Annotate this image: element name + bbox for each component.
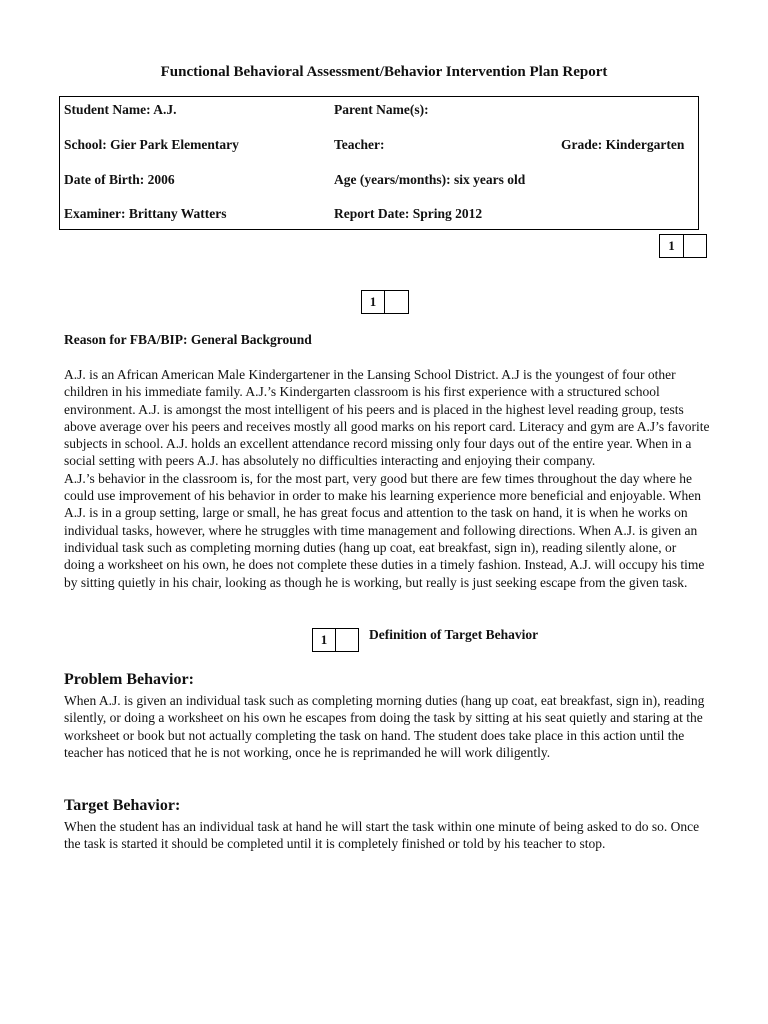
grade-level: Grade: Kindergarten — [561, 137, 685, 152]
parent-names: Parent Name(s): — [334, 102, 429, 117]
reason-body — [64, 366, 710, 591]
reason-paragraph: A.J.’s behavior in the classroom is, for the most part, very good but there are few times throughout the day where he could use improvement of his behavior in order to make his learning experience more beneficial and enjoyable. When A.J. is in a group setting, large or small, he has great focus and attention to the task on hand, it is when he works on individual tasks, however, where he struggles with time management and following directions. When A.J. is given an individual task such as completing morning duties (hang up coat, eat breakfast, sign in), reading silently alone, or doing a worksheet on his own, he does not complete these duties in a timely fashion. Instead, A.J. will occupy his time by sitting quietly in his chair, looking as though he is working, but really is just seeking escape from the given task. — [64, 470, 705, 590]
problem-behavior-text: When A.J. is given an individual task such as completing morning duties (hang up coat, eat breakfast, sign in), reading silently, or doing a worksheet on his own he escapes from doing the task by sitting at his seat quietly and staring at the worksheet or book but not actually completing the task on hand. The student does take place in this action until the teacher has noticed that he is not working, once he is reprimanded he will work diligently. — [64, 693, 705, 760]
reason-heading: Reason for FBA/BIP: General Background — [64, 332, 312, 347]
student-age: Age (years/months): six years old — [334, 172, 526, 187]
page-marker-number: 1 — [369, 294, 377, 309]
page-marker-blank — [683, 235, 706, 257]
page-marker-box — [361, 290, 409, 314]
target-behavior-heading: Target Behavior: — [64, 797, 181, 814]
target-behavior-text: When the student has an individual task at hand he will start the task within one minute of being asked to do so. Once the task is started it should be completed until it is completely finished or told by his teacher to stop. — [64, 819, 700, 852]
problem-behavior-heading: Problem Behavior: — [64, 671, 194, 688]
examiner-name: Examiner: Brittany Watters — [64, 206, 227, 221]
page-marker-number: 1 — [668, 238, 675, 253]
school-name: School: Gier Park Elementary — [64, 137, 239, 152]
report-date: Report Date: Spring 2012 — [334, 206, 483, 221]
page-marker-blank — [335, 629, 358, 651]
page-marker-number: 1 — [320, 632, 328, 647]
date-of-birth: Date of Birth: 2006 — [64, 172, 175, 187]
document-title: Functional Behavioral Assessment/Behavior Intervention Plan Report — [160, 64, 608, 80]
page-marker-blank — [384, 291, 408, 313]
definition-heading: Definition of Target Behavior — [369, 627, 539, 642]
reason-paragraph: A.J. is an African American Male Kindergartener in the Lansing School District. A.J is the youngest of four other children in his immediate family. A.J.’s Kindergarten classroom is his first experience with a structured school environment. A.J. is amongst the most intelligent of his peers and is placed in the highest level reading group, tests above average over his peers and receives mostly all good marks on his report card. Literacy and gym are A.J’s favorite subjects in school. A.J. holds an excellent attendance record missing only four days out of the entire year. When in a social setting with peers A.J. has absolutely no difficulties interacting and enjoying their company. — [64, 367, 710, 469]
teacher-name: Teacher: — [334, 137, 385, 152]
page-marker-box — [312, 628, 359, 652]
student-name: Student Name: A.J. — [64, 102, 177, 117]
page-marker-box — [659, 234, 707, 258]
